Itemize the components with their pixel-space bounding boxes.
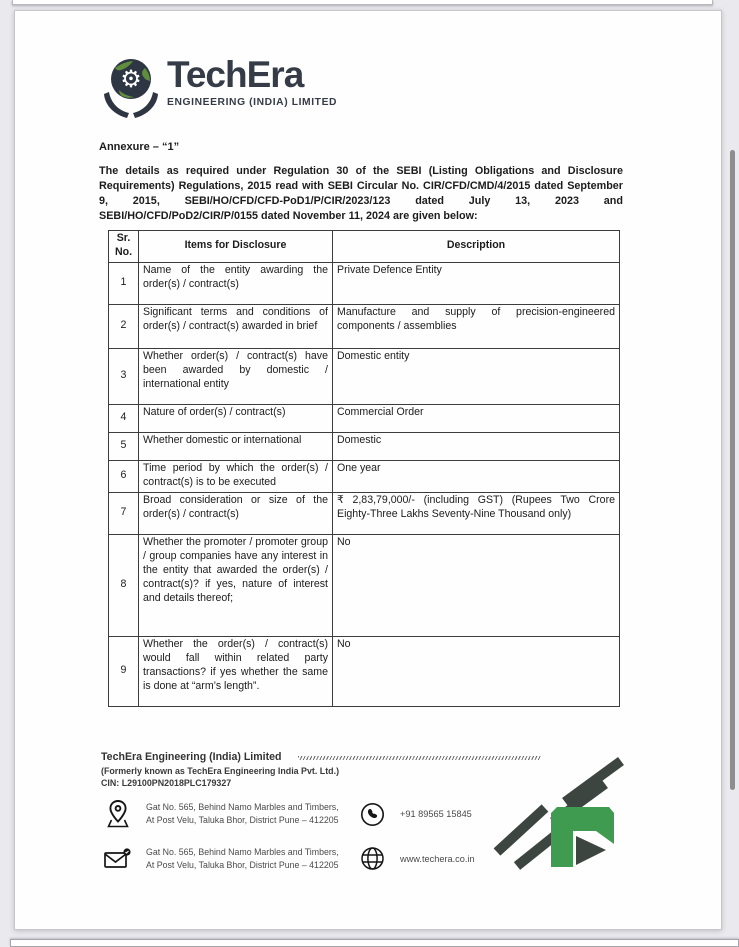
logo-subtitle: ENGINEERING (INDIA) LIMITED <box>167 97 338 108</box>
table-row <box>109 262 620 304</box>
footer-brand-mark-icon <box>493 753 627 873</box>
intro-paragraph: The details as required under Regulation 30 of the SEBI (Listing Obligations and Disclosure Requirements) Regulations, 2015 read with SEBI Circular No. CIR/CFD/CMD/4/2015 dated September 9, 2015, SEBI/HO/CFD/CFD-PoD1/P/CIR/2023/123 dated July 13, 2023 and SEBI/HO/CFD/PoD2/CIR/P/0155 dated November 11, 2024 are given below: <box>99 165 623 223</box>
footer-cin: CIN: L29100PN2018PLC179327 <box>101 778 232 788</box>
description-cell: Domestic entity <box>333 348 620 404</box>
sr-cell: 5 <box>109 432 139 460</box>
globe-hands-gear-icon <box>101 54 161 118</box>
description-header: Description <box>333 231 620 263</box>
next-page-edge <box>10 939 739 947</box>
company-logo <box>101 54 337 118</box>
contact-row <box>103 799 503 829</box>
envelope-icon <box>103 847 133 871</box>
sr-cell: 3 <box>109 348 139 404</box>
phone-circle-icon <box>357 802 387 827</box>
sr-cell: 4 <box>109 404 139 432</box>
item-cell: Whether the order(s) / contract(s) would fall within related party transactions? if yes whether the same is done at “arm’s length”. <box>139 636 333 706</box>
items-header: Items for Disclosure <box>139 231 333 263</box>
logo-name: TechEra <box>167 54 304 95</box>
item-cell: Broad consideration or size of the order(s) / contract(s) <box>139 492 333 534</box>
map-pin-icon <box>103 799 133 829</box>
sr-cell: 7 <box>109 492 139 534</box>
table-row <box>109 534 620 636</box>
description-cell: One year <box>333 460 620 492</box>
item-cell: Name of the entity awarding the order(s) / contract(s) <box>139 262 333 304</box>
sr-cell: 1 <box>109 262 139 304</box>
vertical-scrollbar[interactable] <box>730 150 735 790</box>
document-page <box>14 10 722 930</box>
item-cell: Time period by which the order(s) / contract(s) is to be executed <box>139 460 333 492</box>
footer-company-block <box>101 751 541 788</box>
description-cell: No <box>333 534 620 636</box>
description-cell: No <box>333 636 620 706</box>
svg-text:⚙: ⚙ <box>120 65 142 93</box>
table-header-row <box>109 231 620 263</box>
phone-number: +91 89565 15845 <box>400 809 472 819</box>
item-cell: Nature of order(s) / contract(s) <box>139 404 333 432</box>
contact-row <box>103 846 503 872</box>
address-text: Gat No. 565, Behind Namo Marbles and Timbers, At Post Velu, Taluka Bhor, District Pune – 412205 <box>146 847 339 870</box>
table-row <box>109 492 620 534</box>
item-cell: Whether domestic or international <box>139 432 333 460</box>
address-text: Gat No. 565, Behind Namo Marbles and Timbers, At Post Velu, Taluka Bhor, District Pune – 412205 <box>146 802 339 825</box>
item-cell: Significant terms and conditions of order(s) / contract(s) awarded in brief <box>139 304 333 348</box>
table-row <box>109 460 620 492</box>
annexure-heading: Annexure – “1” <box>99 141 180 153</box>
table-row <box>109 304 620 348</box>
table-row <box>109 432 620 460</box>
logo-text <box>167 54 337 108</box>
sr-no-header: Sr. No. <box>109 231 139 263</box>
table-row <box>109 636 620 706</box>
website-url: www.techera.co.in <box>400 853 475 864</box>
sr-cell: 6 <box>109 460 139 492</box>
previous-page-edge <box>12 0 713 5</box>
disclosure-table <box>108 230 620 707</box>
sr-cell: 8 <box>109 534 139 636</box>
sr-cell: 2 <box>109 304 139 348</box>
item-cell: Whether order(s) / contract(s) have been awarded by domestic / international entity <box>139 348 333 404</box>
description-cell: Manufacture and supply of precision-engineered components / assemblies <box>333 304 620 348</box>
description-cell: ₹ 2,83,79,000/- (including GST) (Rupees Two Crore Eighty-Three Lakhs Seventy-Nine Thousand only) <box>333 492 620 534</box>
item-cell: Whether the promoter / promoter group / group companies have any interest in the entity that awarded the order(s) / contract(s)? if yes, nature of interest and details thereof; <box>139 534 333 636</box>
table-row <box>109 404 620 432</box>
sr-cell: 9 <box>109 636 139 706</box>
footer-formerly: (Formerly known as TechEra Engineering India Pvt. Ltd.) <box>101 765 340 776</box>
globe-icon <box>357 846 387 871</box>
description-cell: Commercial Order <box>333 404 620 432</box>
description-cell: Domestic <box>333 432 620 460</box>
table-row <box>109 348 620 404</box>
footer-company-name: TechEra Engineering (India) Limited <box>101 751 282 763</box>
description-cell: Private Defence Entity <box>333 262 620 304</box>
footer-contacts <box>103 799 503 889</box>
